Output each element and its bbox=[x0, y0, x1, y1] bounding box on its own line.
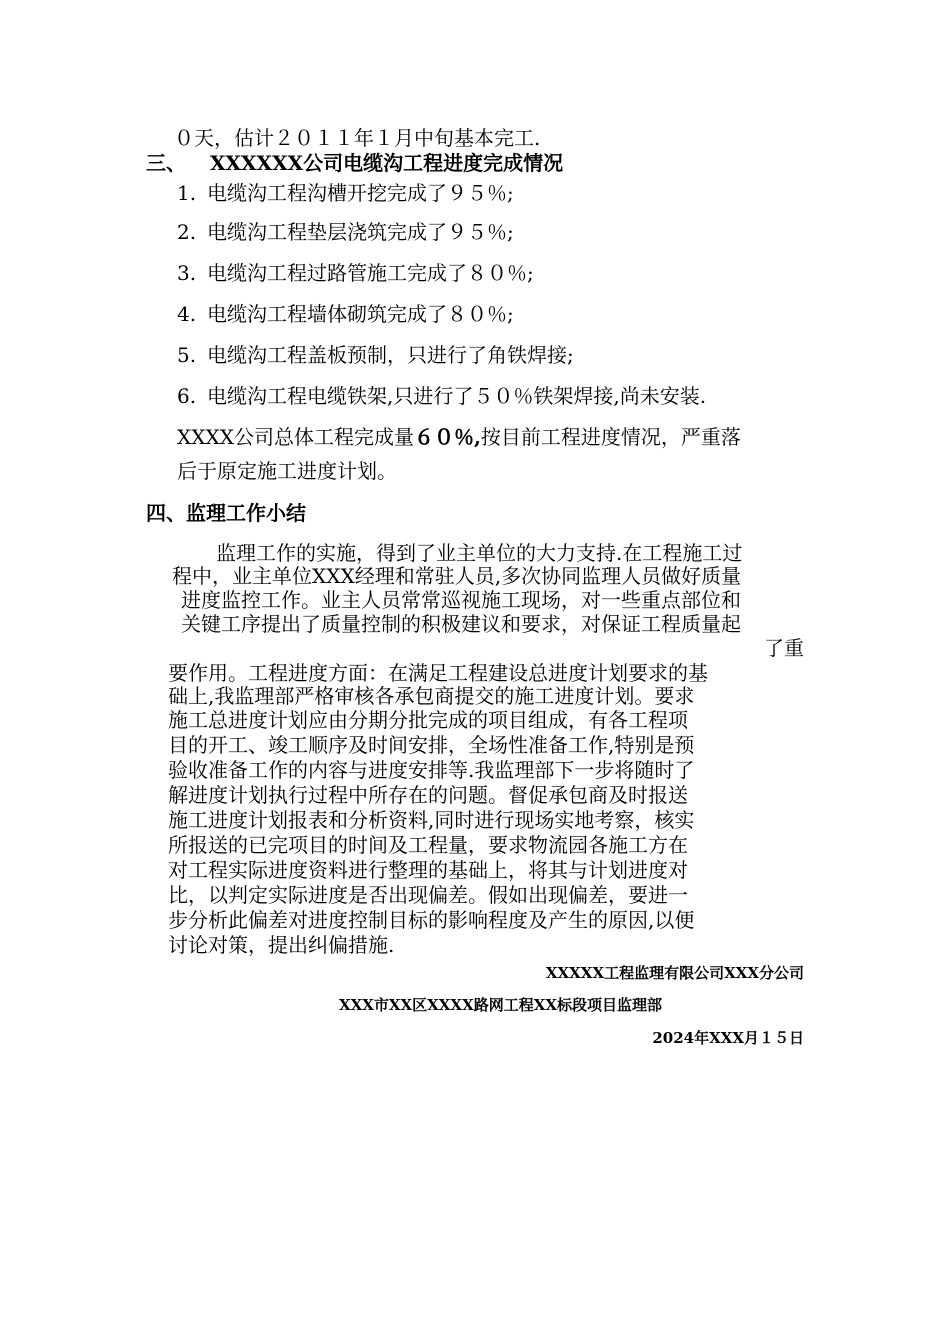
summary-percentage: ６０％, bbox=[413, 425, 481, 449]
carry-over-line: ０天，估计２０１１年１月中旬基本完工. bbox=[174, 126, 541, 150]
paragraph-line: 监理工作的实施，得到了业主单位的大力支持.在工程施工过 bbox=[216, 541, 743, 565]
summary-text-cont: 按目前工程进度情况，严重落 bbox=[480, 425, 741, 449]
list-item-text: 电缆沟工程盖板预制，只进行了角铁焊接; bbox=[207, 343, 574, 367]
list-item-number: 4. bbox=[177, 302, 197, 326]
list-item-text: 电缆沟工程垫层浇筑完成了９５％; bbox=[207, 220, 514, 244]
list-item bbox=[177, 220, 514, 244]
list-item-number: 6. bbox=[177, 384, 197, 408]
paragraph-line: 了重 bbox=[764, 636, 804, 660]
list-item-number: 5. bbox=[177, 343, 197, 367]
list-item-text: 电缆沟工程电缆铁架,只进行了５０％铁架焊接,尚未安装. bbox=[207, 384, 707, 408]
list-item-text: 电缆沟工程过路管施工完成了８０％; bbox=[207, 261, 534, 285]
list-item-text: 电缆沟工程墙体砌筑完成了８０％; bbox=[207, 302, 514, 326]
list-item-number: 3. bbox=[177, 261, 197, 285]
list-item-number: 1. bbox=[177, 181, 197, 205]
list-item bbox=[177, 181, 514, 205]
paragraph-line: 所报送的已完项目的时间及工程量，要求物流园各施工方在 bbox=[168, 833, 688, 857]
section3-summary-line2: 后于原定施工进度计划。 bbox=[177, 459, 397, 483]
paragraph-line: 要作用。工程进度方面：在满足工程建设总进度计划要求的基 bbox=[168, 661, 708, 685]
list-item bbox=[177, 302, 514, 326]
paragraph-line: 程中，业主单位XXX经理和常驻人员,多次协同监理人员做好质量 bbox=[172, 564, 742, 588]
list-item bbox=[177, 384, 706, 408]
paragraph-line: 施工总进度计划应由分期分批完成的项目组成，有各工程项 bbox=[168, 708, 688, 732]
paragraph-line: 比，以判定实际进度是否出现偏差。假如出现偏差，要进一 bbox=[168, 883, 688, 907]
paragraph-line: 施工进度计划报表和分析资料,同时进行现场实地考察，核实 bbox=[168, 808, 695, 832]
paragraph-line: 关键工序提出了质量控制的积极建议和要求，对保证工程质量起 bbox=[181, 612, 741, 636]
section3-summary bbox=[177, 425, 741, 449]
summary-text: XXXX公司总体工程完成量 bbox=[177, 425, 414, 449]
list-item bbox=[177, 261, 534, 285]
paragraph-line: 步分析此偏差对进度控制目标的影响程度及产生的原因,以便 bbox=[168, 908, 695, 932]
list-item bbox=[177, 343, 574, 367]
paragraph-line: 讨论对策，提出纠偏措施. bbox=[168, 933, 395, 957]
signature-date: 2024年XXX月１５日 bbox=[652, 1029, 804, 1047]
signature-department: XXX市XX区XXXX路网工程XX标段项目监理部 bbox=[338, 996, 662, 1014]
list-item-number: 2. bbox=[177, 220, 197, 244]
paragraph-line: 础上,我监理部严格审核各承包商提交的施工进度计划。要求 bbox=[168, 684, 695, 708]
list-item-text: 电缆沟工程沟槽开挖完成了９５％; bbox=[207, 181, 514, 205]
section3-number: 三、 bbox=[146, 151, 186, 175]
section4-title: 四、监理工作小结 bbox=[146, 501, 306, 525]
paragraph-line: 对工程实际进度资料进行整理的基础上，将其与计划进度对 bbox=[168, 858, 688, 882]
section3-title: XXXXXX公司电缆沟工程进度完成情况 bbox=[210, 151, 564, 175]
paragraph-line: 目的开工、竣工顺序及时间安排，全场性准备工作,特别是预 bbox=[168, 733, 695, 757]
paragraph-line: 进度监控工作。业主人员常常巡视施工现场，对一些重点部位和 bbox=[181, 588, 741, 612]
paragraph-line: 解进度计划执行过程中所存在的问题。督促承包商及时报送 bbox=[168, 783, 688, 807]
paragraph-line: 验收准备工作的内容与进度安排等.我监理部下一步将随时了 bbox=[168, 758, 695, 782]
signature-company: XXXXX工程监理有限公司XXX分公司 bbox=[545, 964, 804, 982]
